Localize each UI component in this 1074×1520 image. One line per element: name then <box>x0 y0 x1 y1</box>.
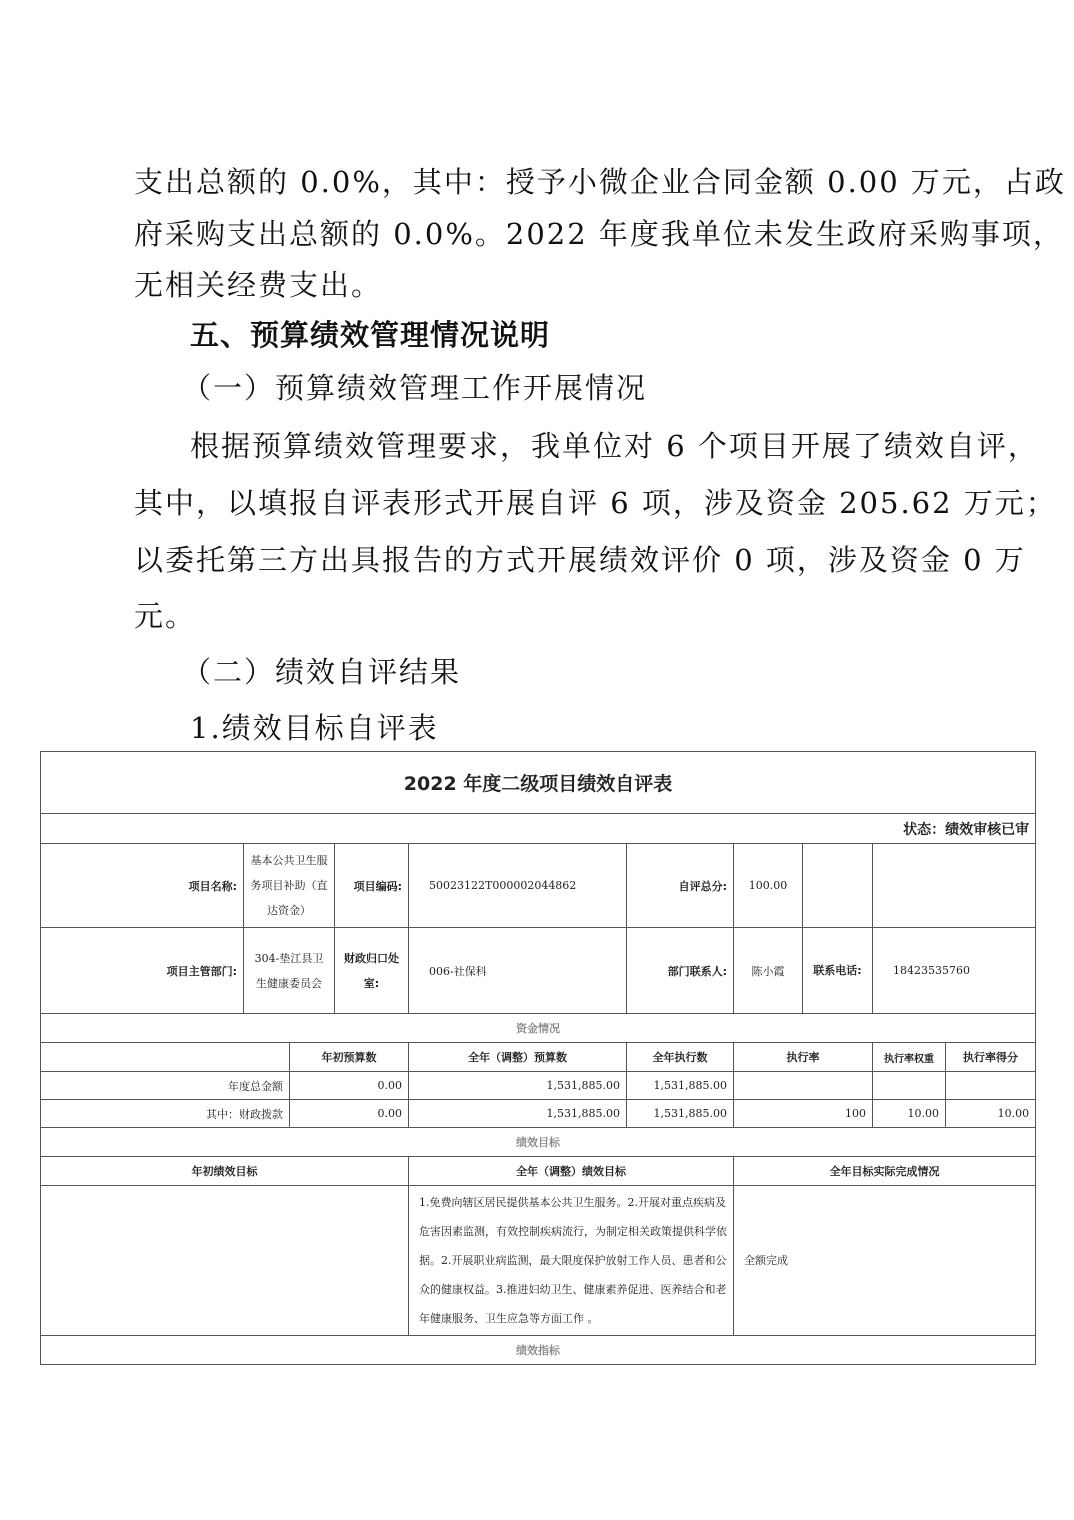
funds-score-value <box>946 1072 1036 1100</box>
phone-value: 18423535760 <box>873 928 1036 1014</box>
funds-row-label: 年度总金额 <box>41 1072 290 1100</box>
empty-cell <box>803 844 873 928</box>
funds-row-label: 其中：财政拨款 <box>41 1100 290 1128</box>
funds-col-initial: 年初预算数 <box>290 1043 409 1072</box>
section-5-heading: 五、预算绩效管理情况说明 <box>190 318 551 352</box>
empty-cell <box>873 844 1036 928</box>
project-name-value: 基本公共卫生服务项目补助（直达资金） <box>244 844 335 928</box>
funds-executed-value: 1,531,885.00 <box>627 1100 734 1128</box>
table-row <box>41 1100 1036 1128</box>
finance-office-label: 财政归口处室: <box>335 928 409 1014</box>
funds-initial-value: 0.00 <box>290 1072 409 1100</box>
para2-line-1: 根据预算绩效管理要求，我单位对 6 个项目开展了绩效自评， <box>190 429 1039 463</box>
funds-section-header: 资金情况 <box>41 1014 1036 1043</box>
self-score-label: 自评总分: <box>627 844 734 928</box>
para2-line-3: 以委托第三方出具报告的方式开展绩效评价 0 项，涉及资金 0 万 <box>134 543 1026 577</box>
funds-col-adjusted: 全年（调整）预算数 <box>409 1043 627 1072</box>
funds-weight-value: 10.00 <box>873 1100 946 1128</box>
para2-line-4: 元。 <box>134 599 197 633</box>
funds-col-score: 执行率得分 <box>946 1043 1036 1072</box>
phone-label: 联系电话: <box>803 928 873 1014</box>
para1-line-2: 府采购支出总额的 0.0%。2022 年度我单位未发生政府采购事项， <box>134 217 1064 251</box>
goals-col-adjusted: 全年（调整）绩效目标 <box>409 1157 734 1186</box>
funds-score-value: 10.00 <box>946 1100 1036 1128</box>
subsection-1-heading: （一）预算绩效管理工作开展情况 <box>182 371 648 405</box>
contact-person-label: 部门联系人: <box>627 928 734 1014</box>
table-title: 2022 年度二级项目绩效自评表 <box>41 752 1036 814</box>
funds-rate-value <box>734 1072 873 1100</box>
status-badge: 状态：绩效审核已审 <box>41 814 1036 844</box>
funds-adjusted-value: 1,531,885.00 <box>409 1100 627 1128</box>
para1-line-3: 无相关经费支出。 <box>134 268 383 302</box>
table-row <box>41 1072 1036 1100</box>
goals-col-initial: 年初绩效目标 <box>41 1157 409 1186</box>
goals-section-header: 绩效目标 <box>41 1128 1036 1157</box>
project-name-label: 项目名称: <box>41 844 244 928</box>
subsection-2-heading: （二）绩效自评结果 <box>182 655 462 689</box>
item-1-heading: 1.绩效目标自评表 <box>190 711 439 745</box>
self-score-value: 100.00 <box>734 844 803 928</box>
performance-evaluation-table <box>40 751 1036 1365</box>
funds-adjusted-value: 1,531,885.00 <box>409 1072 627 1100</box>
para1-line-1: 支出总额的 0.0%，其中：授予小微企业合同金额 0.00 万元，占政 <box>134 165 1066 199</box>
goals-col-actual: 全年目标实际完成情况 <box>734 1157 1036 1186</box>
funds-initial-value: 0.00 <box>290 1100 409 1128</box>
funds-col-rate: 执行率 <box>734 1043 873 1072</box>
department-value: 304-垫江县卫生健康委员会 <box>244 928 335 1014</box>
funds-col-executed: 全年执行数 <box>627 1043 734 1072</box>
project-code-value: 50023122T000002044862 <box>409 844 627 928</box>
funds-col-weight: 执行率权重 <box>873 1043 946 1072</box>
finance-office-value: 006-社保科 <box>409 928 627 1014</box>
contact-person-value: 陈小霞 <box>734 928 803 1014</box>
para2-line-2: 其中，以填报自评表形式开展自评 6 项，涉及资金 205.62 万元； <box>134 486 1057 520</box>
indicators-section-header: 绩效指标 <box>41 1336 1036 1365</box>
empty-cell <box>41 1043 290 1072</box>
goals-initial-text <box>41 1186 409 1336</box>
project-code-label: 项目编码: <box>335 844 409 928</box>
department-label: 项目主管部门: <box>41 928 244 1014</box>
funds-weight-value <box>873 1072 946 1100</box>
goals-adjusted-text: 1.免费向辖区居民提供基本公共卫生服务。2.开展对重点疾病及危害因素监测，有效控制疾病流行，为制定相关政策提供科学依据。2.开展职业病监测，最大限度保护放射工作人员、患者和公众的健康权益。3.推进妇幼卫生、健康素养促进、医养结合和老年健康服务、卫生应急等方面工作 。 <box>409 1186 734 1336</box>
goals-actual-text: 全额完成 <box>734 1186 1036 1336</box>
funds-rate-value: 100 <box>734 1100 873 1128</box>
funds-executed-value: 1,531,885.00 <box>627 1072 734 1100</box>
